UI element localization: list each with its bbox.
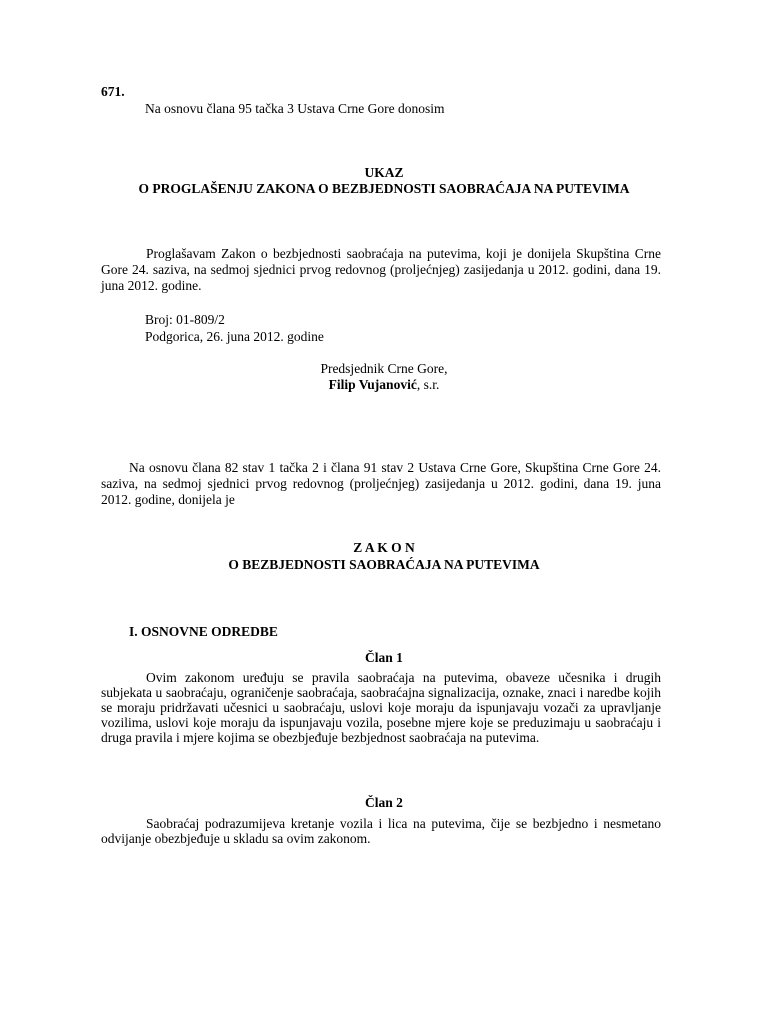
decree-reference-number: Broj: 01-809/2 xyxy=(145,312,225,327)
decree-basis: Na osnovu člana 95 tačka 3 Ustava Crne Gore donosim xyxy=(145,101,445,116)
section-heading: I. OSNOVNE ODREDBE xyxy=(129,624,278,639)
decree-title: UKAZ xyxy=(364,165,404,180)
decree-body: Proglašavam Zakon o bezbjednosti saobraćaja na putevima, koji je donijela Skupština Crne Gore 24. saziva, na sedmoj sjednici prvog redovnog (proljećnjeg) zasijedanja u 2012. godini, dana 19. juna 2012. godine. xyxy=(101,246,661,293)
law-basis: Na osnovu člana 82 stav 1 tačka 2 i člana 91 stav 2 Ustava Crne Gore, Skupština Crne Gore 24. saziva, na sedmoj sjednici prvog redovnog (proljećnjeg) zasijedanja u 2012. godini, dana 19. juna 2012. godine, donijela je xyxy=(101,460,661,507)
signatory-name: Filip Vujanović xyxy=(328,377,417,392)
decree-subtitle: O PROGLAŠENJU ZAKONA O BEZBJEDNOSTI SAOBRAĆAJA NA PUTEVIMA xyxy=(138,181,630,196)
article-text: Saobraćaj podrazumijeva kretanje vozila i lica na putevima, čije se bezbjedno i nesmetano odvijanje obezbjeđuje u skladu sa ovim zakonom. xyxy=(101,816,661,846)
law-subtitle: O BEZBJEDNOSTI SAOBRAĆAJA NA PUTEVIMA xyxy=(228,557,540,572)
signatory-suffix: , s.r. xyxy=(416,377,440,392)
decree-place-date: Podgorica, 26. juna 2012. godine xyxy=(145,329,324,344)
signatory-title: Predsjednik Crne Gore, xyxy=(320,361,448,376)
law-title: Z A K O N xyxy=(353,540,415,555)
signatory-line xyxy=(0,377,768,392)
article-heading: Član 2 xyxy=(365,795,403,810)
article-text: Ovim zakonom uređuju se pravila saobraćaja na putevima, obaveze učesnika i drugih subjekata u saobraćaju, ograničenje saobraćaja, saobraćajna signalizacija, oznake, znaci i naredbe kojih se moraju pridržavati učesnici u saobraćaju, uslovi koje moraju da ispunjavaju vozači za upravljanje vozilima, uslovi koje moraju da ispunjavaju vozila, posebne mjere koje se preduzimaju u saobraćaju i druga pravila i mjere kojima se obezbjeđuje bezbjednost saobraćaja na putevima. xyxy=(101,670,661,745)
article-heading: Član 1 xyxy=(365,650,403,665)
decree-number: 671. xyxy=(101,84,125,99)
